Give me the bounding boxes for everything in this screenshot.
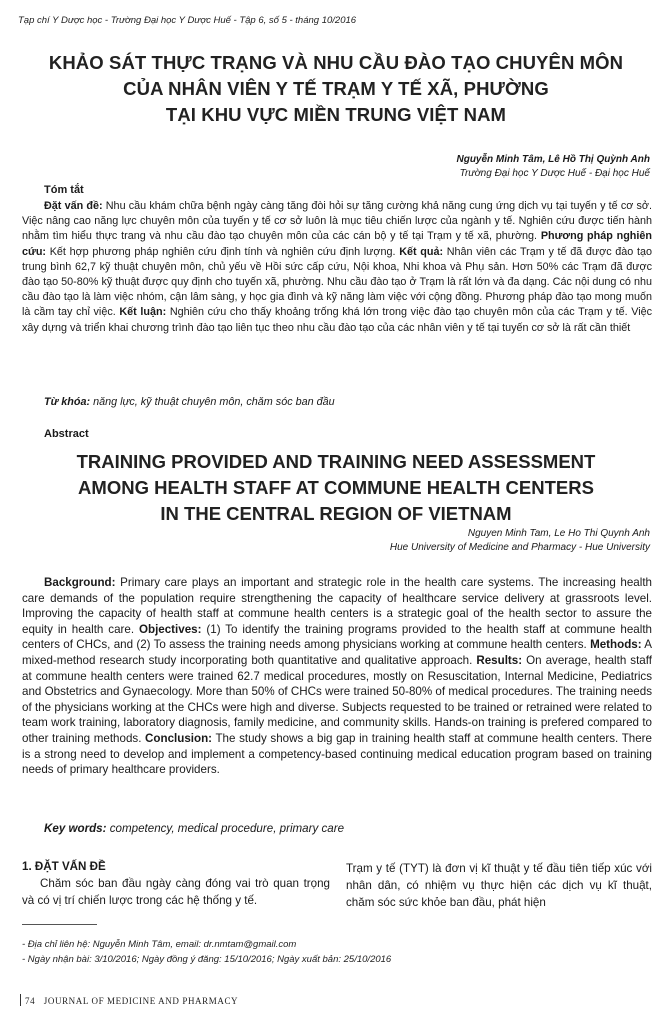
footer-rule	[20, 994, 21, 1006]
en-title-line: AMONG HEALTH STAFF AT COMMUNE HEALTH CENTERS	[78, 477, 594, 498]
en-authors-block	[390, 527, 650, 555]
footnote-divider	[22, 924, 97, 925]
en-abstract	[22, 575, 652, 778]
en-title-line: TRAINING PROVIDED AND TRAINING NEED ASSESSMENT	[76, 451, 596, 472]
vn-conclusion-text: Nghiên cứu cho thấy khoảng trống khá lớn trong việc đào tạo chuyên môn của các Trạm y tế. Việc xây dựng và triển khai chương trình đào tạo liên tục theo nhu cầu đào tạo của các nhân viên y tế tại tuyến cơ sở là rất cần thiết	[22, 306, 653, 334]
vn-affiliation: Trường Đại học Y Dược Huế - Đại học Huế	[459, 168, 650, 179]
body-left-text: Chăm sóc ban đầu ngày càng đóng vai trò quan trọng và có vị trí chiến lược trong các hệ thống y tế.	[22, 877, 330, 907]
page-number: 74	[25, 996, 36, 1006]
en-keywords	[44, 822, 344, 836]
en-abstract-heading: Abstract	[44, 428, 89, 440]
en-title-line: IN THE CENTRAL REGION OF VIETNAM	[160, 503, 512, 524]
vn-keywords	[44, 395, 335, 409]
footnote-dates: - Ngày nhận bài: 3/10/2016; Ngày đồng ý đăng: 15/10/2016; Ngày xuất bản: 25/10/2016	[22, 954, 392, 965]
en-background-label: Background:	[44, 576, 116, 589]
en-affiliation: Hue University of Medicine and Pharmacy - Hue University	[389, 542, 650, 553]
vn-background-text: Nhu cầu khám chữa bệnh ngày càng tăng đòi hỏi sự tăng cường khả năng cung ứng dịch vụ tại tuyến y tế cơ sở. Việc nâng cao năng lực chuyên môn của tuyến y tế cơ sở luôn là mục tiêu chiến lược của ngành y tế. Nghiên cứu được tiến hành nhằm tìm hiểu thực trang và nhu cầu đào tạo chuyên môn của các cán bộ y tế tại Trạm y tế xã, phường.	[22, 200, 652, 243]
en-results-label: Results:	[476, 653, 523, 667]
en-conclusion-text: The study shows a big gap in training health staff at commune health centers. There is a strong need to develop and implement a competency-based continuing medical education program based on training needs of primary healthcare providers.	[22, 731, 652, 777]
vn-results-label: Kết quả:	[399, 245, 444, 258]
footnote	[22, 937, 522, 967]
page-footer	[20, 994, 238, 1006]
vn-keywords-label: Từ khóa:	[44, 396, 91, 408]
en-authors: Nguyen Minh Tam, Le Ho Thi Quynh Anh	[467, 528, 650, 539]
vn-title-line: KHẢO SÁT THỰC TRẠNG VÀ NHU CẦU ĐÀO TẠO CHUYÊN MÔN	[48, 52, 624, 73]
vn-summary-heading: Tóm tắt	[44, 184, 84, 196]
vn-authors: Nguyễn Minh Tâm, Lê Hồ Thị Quỳnh Anh	[456, 154, 650, 165]
vn-title-line: CỦA NHÂN VIÊN Y TẾ TRẠM Y TẾ XÃ, PHƯỜNG	[123, 78, 549, 99]
en-results-text: On average, health staff at commune health centers were trained 62.7 medical procedures, mostly on Resuscitation, Internal Medicine, Pediatrics and Obstetrics and Gynaecology. More than 50% of CHCs were trained 50-80% of medical procedures. The training needs of the physicians working at the CHCs were high and diverse. Subjects requested to be trained or retrained were related to team work training, laboratory diagnosis, family medicine, and community skills. Hands-on training is prefered compared to other training methods.	[22, 653, 652, 745]
body-left-column	[22, 858, 330, 909]
footer-journal-name: JOURNAL OF MEDICINE AND PHARMACY	[43, 996, 239, 1006]
vn-background-label: Đặt vấn đề:	[44, 200, 103, 212]
vn-conclusion-label: Kết luận:	[119, 306, 167, 319]
vn-results-text: Nhân viên các Trạm y tế đã được đào tạo trung bình 62,7 kỹ thuật chuyên môn, chủ yếu về Hồi sức cấp cứu, Nội khoa, Nhi khoa và Phụ sản. Hơn 50% các Trạm đã được đào tạo 50-80% kỹ thuật được quy định cho tuyến xã, phường. Nhu cầu đào tạo ở Trạm là rất lớn và đa dạng. Các nội dung có nhu cầu đào tạo là làm việc nhóm, cận lâm sàng, y học gia đình và kỹ năng làm việc với cộng đồng. Phương pháp đào tạo mong muốn là cầm tay chỉ việc.	[22, 245, 652, 319]
vn-title	[20, 50, 652, 128]
en-keywords-text: competency, medical procedure, primary care	[106, 822, 345, 835]
en-methods-label: Methods:	[590, 638, 642, 652]
en-objectives-label: Objectives:	[138, 622, 202, 636]
vn-title-line: TẠI KHU VỰC MIỀN TRUNG VIỆT NAM	[165, 104, 507, 125]
section-heading: 1. ĐẶT VẤN ĐỀ	[22, 860, 106, 873]
en-keywords-label: Key words:	[44, 822, 107, 835]
body-right-column	[346, 860, 652, 911]
en-background-text: Primary care plays an important and strategic role in the health care systems. The increasing health care demands of the population require strengthening the capacity of healthcare service delivery at grassroots level. Improving the capacity of health staff at commune health centers is a strategic goal of the health sector to assure the equity in health care.	[22, 576, 652, 636]
journal-header: Tạp chí Y Dược học - Trường Đại học Y Dược Huế - Tập 6, số 5 - tháng 10/2016	[18, 15, 357, 26]
vn-abstract	[22, 199, 652, 336]
vn-methods-label: Phương pháp nghiên cứu:	[22, 230, 652, 258]
en-conclusion-label: Conclusion:	[145, 731, 213, 745]
vn-keywords-text: năng lực, kỹ thuật chuyên môn, chăm sóc ban đầu	[90, 396, 335, 408]
en-title	[20, 449, 652, 527]
body-right-text: Trạm y tế (TYT) là đơn vị kĩ thuật y tế đầu tiên tiếp xúc với nhân dân, có nhiệm vụ thực hiện các dịch vụ kĩ thuật, chăm sóc sức khỏe ban đầu, phát hiện	[346, 862, 652, 909]
vn-methods-text: Kết hợp phương pháp nghiên cứu định tính và nghiên cứu định lượng.	[46, 245, 400, 258]
en-objectives-text: (1) To identify the training programs provided to the health staff at commune health centers of CHCs, and (2) To assess the training needs among physicians working at commune health centers.	[22, 622, 652, 652]
footnote-contact: - Địa chỉ liên hệ: Nguyễn Minh Tâm, email: dr.nmtam@gmail.com	[22, 939, 297, 950]
en-methods-text: A mixed-method research study incorporating both quantitative and qualitative approach.	[22, 638, 652, 667]
